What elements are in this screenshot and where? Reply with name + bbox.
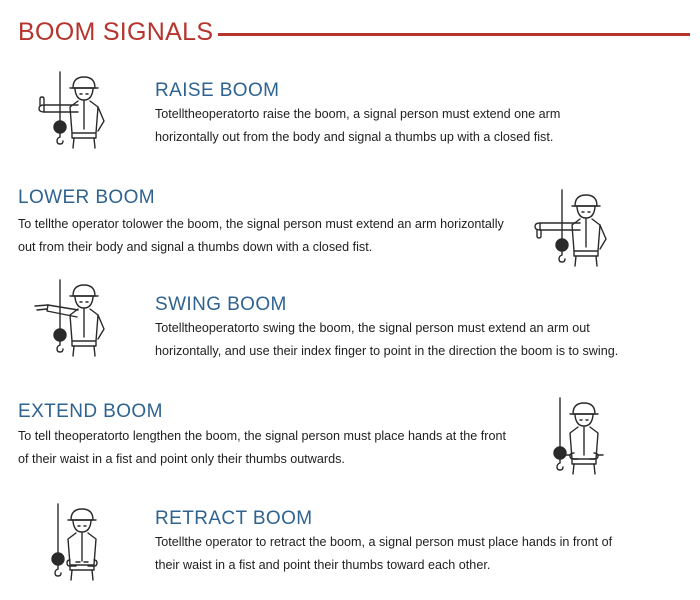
retract-boom-signal-illustration xyxy=(28,504,128,584)
extend-boom-heading: EXTEND BOOM xyxy=(18,401,163,422)
title-divider xyxy=(218,33,690,36)
page-title: BOOM SIGNALS xyxy=(18,18,214,46)
description-line: Totelltheoperatorto raise the boom, a signal person must extend one arm xyxy=(155,107,561,121)
extend-boom-signal-illustration xyxy=(530,398,630,478)
raise-boom-description xyxy=(155,103,560,148)
swing-boom-description xyxy=(155,317,618,362)
lower-boom-signal-illustration xyxy=(532,190,632,280)
description-line: out from their body and signal a thumbs down with a closed fist. xyxy=(18,239,373,254)
description-line: horizontally out from the body and signal a thumbs up with a closed fist. xyxy=(155,129,554,144)
description-line: horizontally, and use their index finger to point in the direction the boom is to swing. xyxy=(155,343,619,358)
description-line: Totellthe operator to retract the boom, a signal person must place hands in front of xyxy=(155,535,613,549)
lower-boom-description xyxy=(18,213,504,258)
description-line: To tell theoperatorto lengthen the boom, the signal person must place hands at the front xyxy=(18,429,506,443)
swing-boom-signal-illustration xyxy=(30,280,130,365)
description-line: their waist in a fist and point their thumbs toward each other. xyxy=(155,557,491,572)
retract-boom-heading: RETRACT BOOM xyxy=(155,508,313,529)
swing-boom-heading: SWING BOOM xyxy=(155,294,287,315)
raise-boom-heading: RAISE BOOM xyxy=(155,80,280,101)
description-line: Totelltheoperatorto swing the boom, the signal person must extend an arm out xyxy=(155,321,590,335)
description-line: of their waist in a fist and point only their thumbs outwards. xyxy=(18,451,345,466)
description-line: To tellthe operator tolower the boom, the signal person must extend an arm horizontally xyxy=(18,217,504,231)
lower-boom-heading: LOWER BOOM xyxy=(18,187,156,208)
retract-boom-description xyxy=(155,531,612,576)
raise-boom-signal-illustration xyxy=(30,72,130,152)
extend-boom-description xyxy=(18,425,506,470)
